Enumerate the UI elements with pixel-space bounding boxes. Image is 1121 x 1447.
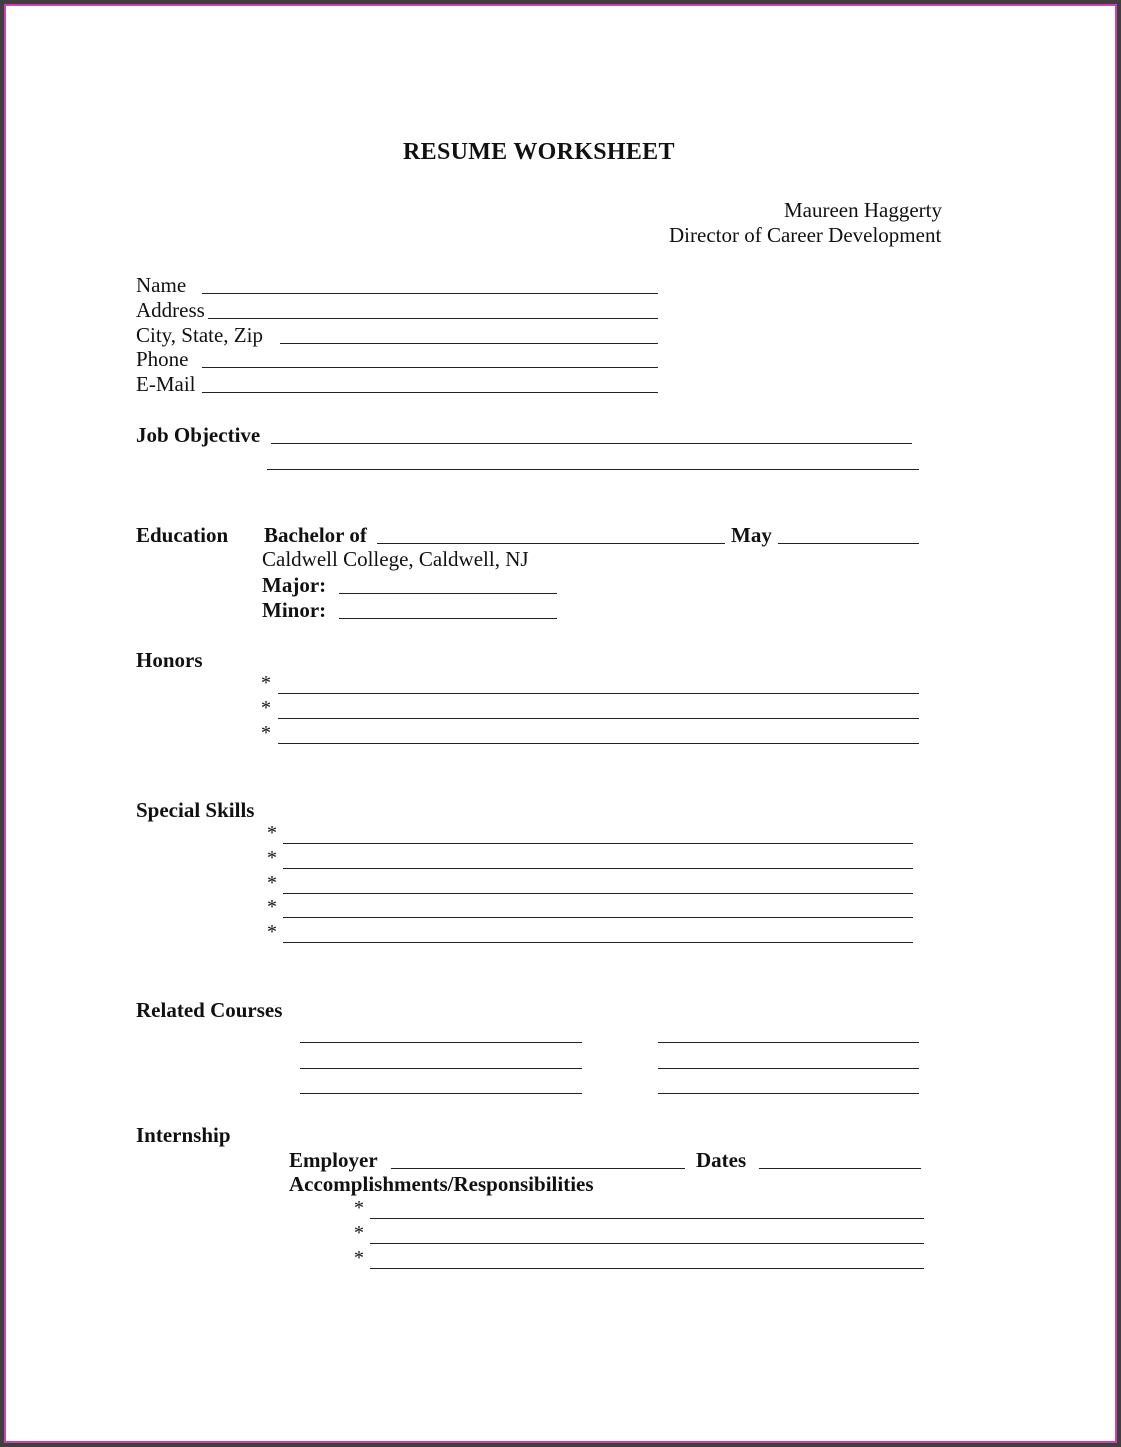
city-state-zip-label: City, State, Zip	[136, 323, 263, 347]
degree-field[interactable]	[377, 543, 725, 544]
phone-label: Phone	[136, 347, 189, 371]
accomplishment-field-2[interactable]	[370, 1243, 924, 1244]
honors-bullet-1: *	[261, 672, 271, 694]
major-field[interactable]	[339, 593, 557, 594]
job-objective-label: Job Objective	[136, 423, 261, 447]
honors-label: Honors	[136, 648, 203, 672]
school-name: Caldwell College, Caldwell, NJ	[262, 547, 529, 571]
page-title: RESUME WORKSHEET	[403, 139, 675, 165]
internship-label: Internship	[136, 1123, 231, 1147]
course-field-left-2[interactable]	[300, 1068, 582, 1069]
special-skills-label: Special Skills	[136, 798, 255, 822]
education-label: Education	[136, 523, 229, 547]
accomplishments-label: Accomplishments/Responsibilities	[289, 1172, 594, 1196]
skills-field-4[interactable]	[283, 917, 913, 918]
skills-bullet-2: *	[267, 847, 277, 869]
author-position: Director of Career Development	[669, 223, 942, 247]
minor-field[interactable]	[339, 618, 557, 619]
phone-field[interactable]	[202, 367, 658, 368]
name-label: Name	[136, 273, 187, 297]
course-field-left-1[interactable]	[300, 1042, 582, 1043]
job-objective-field-1[interactable]	[271, 443, 912, 444]
job-objective-field-2[interactable]	[267, 469, 919, 470]
employer-label: Employer	[289, 1148, 378, 1172]
worksheet-page	[4, 4, 1117, 1443]
skills-bullet-1: *	[267, 822, 277, 844]
accomplishment-field-3[interactable]	[370, 1268, 924, 1269]
honors-bullet-3: *	[261, 722, 271, 744]
honors-field-2[interactable]	[278, 718, 919, 719]
skills-bullet-3: *	[267, 872, 277, 894]
skills-field-2[interactable]	[283, 868, 913, 869]
dates-label: Dates	[696, 1148, 747, 1172]
minor-label: Minor:	[262, 598, 327, 622]
course-field-right-2[interactable]	[658, 1068, 919, 1069]
accomplishment-bullet-2: *	[354, 1222, 364, 1244]
major-label: Major:	[262, 573, 327, 597]
address-field[interactable]	[208, 318, 658, 319]
skills-field-5[interactable]	[283, 942, 913, 943]
employer-field[interactable]	[391, 1168, 685, 1169]
honors-field-1[interactable]	[278, 693, 919, 694]
name-field[interactable]	[202, 293, 658, 294]
graduation-month-label: May	[731, 523, 772, 547]
accomplishment-field-1[interactable]	[370, 1218, 924, 1219]
skills-bullet-5: *	[267, 921, 277, 943]
honors-field-3[interactable]	[278, 743, 919, 744]
dates-field[interactable]	[759, 1168, 921, 1169]
skills-field-1[interactable]	[283, 843, 913, 844]
author-name: Maureen Haggerty	[784, 198, 943, 222]
related-courses-label: Related Courses	[136, 998, 283, 1022]
course-field-left-3[interactable]	[300, 1093, 582, 1094]
accomplishment-bullet-1: *	[354, 1197, 364, 1219]
degree-label: Bachelor of	[264, 523, 367, 547]
accomplishment-bullet-3: *	[354, 1247, 364, 1269]
skills-bullet-4: *	[267, 896, 277, 918]
graduation-year-field[interactable]	[778, 543, 919, 544]
course-field-right-3[interactable]	[658, 1093, 919, 1094]
address-label: Address	[136, 298, 205, 322]
honors-bullet-2: *	[261, 697, 271, 719]
skills-field-3[interactable]	[283, 893, 913, 894]
email-field[interactable]	[202, 392, 658, 393]
city-state-zip-field[interactable]	[280, 343, 658, 344]
email-label: E-Mail	[136, 372, 196, 396]
course-field-right-1[interactable]	[658, 1042, 919, 1043]
